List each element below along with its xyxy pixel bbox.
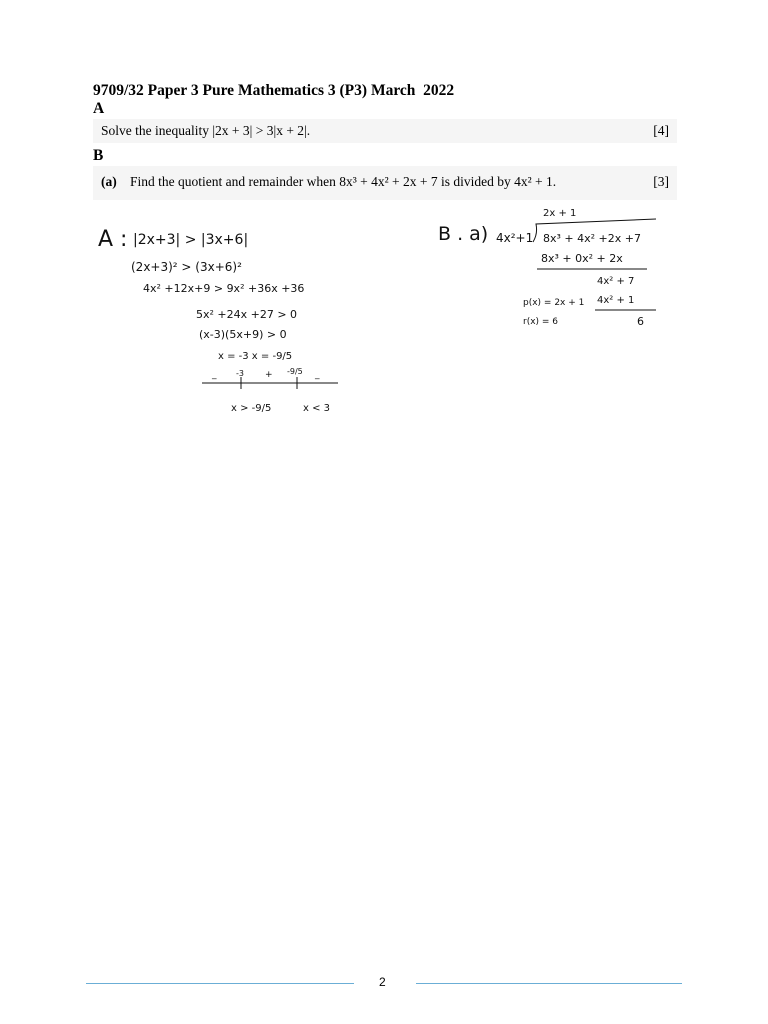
section-label-b: B (93, 147, 104, 164)
solution-a-line-1: |2x+3| > |3x+6| (133, 232, 249, 248)
section-label-a: A (93, 100, 105, 117)
page-number: 2 (379, 975, 386, 989)
sign-middle: + (265, 370, 273, 380)
remainder-result: r(x) = 6 (523, 317, 559, 327)
point-right-label: -9/5 (287, 367, 303, 376)
answer-1: x > -9/5 (231, 403, 272, 414)
sign-right: _ (315, 370, 320, 380)
solution-a-line-6: x = -3 x = -9/5 (218, 351, 293, 362)
question-b-marks: [3] (653, 174, 669, 189)
footer-line-right (416, 983, 682, 984)
question-a-text: Solve the inequality |2x + 3| > 3|x + 2|. (101, 123, 311, 138)
solution-a-line-4: 5x² +24x +27 > 0 (196, 308, 298, 321)
paper-title: 9709/32 Paper 3 Pure Mathematics 3 (P3) March 2022 (93, 82, 455, 99)
quotient: 2x + 1 (543, 208, 577, 219)
solution-b-label: B . a) (438, 223, 489, 245)
remainder-step-1: 4x² + 7 (597, 276, 635, 287)
question-b-part: (a) (101, 174, 117, 189)
solution-a-label: A : (98, 227, 128, 252)
divisor: 4x²+1 (496, 231, 534, 245)
footer-line-left (86, 983, 354, 984)
sign-left: _ (212, 370, 217, 380)
question-b-text: Find the quotient and remainder when 8x³ + 4x² + 2x + 7 is divided by 4x² + 1. (130, 174, 557, 189)
dividend: 8x³ + 4x² +2x +7 (543, 232, 641, 245)
solution-a-line-2: (2x+3)² > (3x+6)² (131, 260, 242, 274)
solution-a-line-5: (x-3)(5x+9) > 0 (199, 328, 287, 341)
remainder-final: 6 (637, 315, 644, 328)
solution-a-line-3: 4x² +12x+9 > 9x² +36x +36 (143, 282, 305, 295)
quotient-result: p(x) = 2x + 1 (523, 298, 585, 308)
subtract-step-2: 4x² + 1 (597, 295, 635, 306)
question-a-marks: [4] (653, 123, 669, 138)
point-left-label: -3 (236, 369, 244, 378)
subtract-step-1: 8x³ + 0x² + 2x (541, 252, 623, 265)
answer-2: x < 3 (303, 403, 331, 414)
